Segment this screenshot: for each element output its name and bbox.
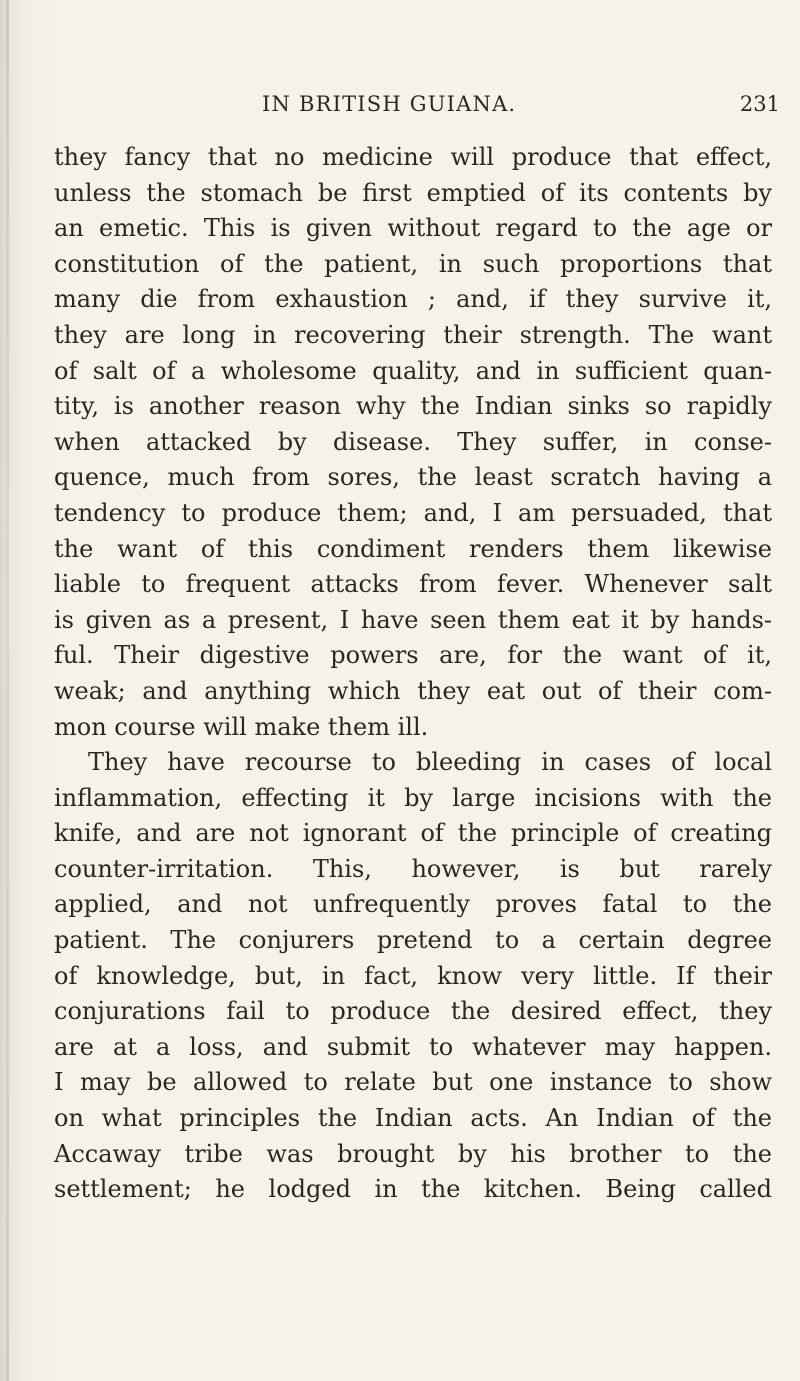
text-line: of knowledge, but, in fact, know very little. If their <box>54 961 772 990</box>
text-line: of salt of a wholesome quality, and in sufficient quan- <box>54 356 772 385</box>
text-line: constitution of the patient, in such proportions that <box>54 249 772 278</box>
text-line: the want of this condiment renders them likewise <box>54 534 772 563</box>
text-line: unless the stomach be first emptied of its contents by <box>54 178 772 207</box>
body-text <box>54 140 772 1208</box>
text-line: is given as a present, I have seen them eat it by hands- <box>54 605 772 634</box>
text-line: many die from exhaustion ; and, if they survive it, <box>54 285 772 314</box>
text-line: knife, and are not ignorant of the principle of creating <box>54 819 772 848</box>
text-line: settlement; he lodged in the kitchen. Being called <box>54 1175 772 1204</box>
text-line: on what principles the Indian acts. An Indian of the <box>54 1104 772 1133</box>
text-line: are at a loss, and submit to whatever may happen. <box>54 1032 772 1061</box>
text-line: I may be allowed to relate but one instance to show <box>54 1068 772 1097</box>
text-line: counter-irritation. This, however, is but rarely <box>54 854 772 883</box>
paragraph-start-line: They have recourse to bleeding in cases of local <box>88 748 772 777</box>
paragraph-end-line: mon course will make them ill. <box>54 712 429 741</box>
text-line: inflammation, effecting it by large incisions with the <box>54 783 772 812</box>
running-head <box>0 92 800 126</box>
text-line: they fancy that no medicine will produce that effect, <box>54 143 772 171</box>
text-line: when attacked by disease. They suffer, in conse- <box>54 427 772 456</box>
text-line: patient. The conjurers pretend to a certain degree <box>54 926 772 955</box>
text-line: they are long in recovering their strength. The want <box>54 320 772 349</box>
binding-gutter <box>6 0 9 1381</box>
text-line: Accaway tribe was brought by his brother to the <box>54 1139 772 1168</box>
text-line: an emetic. This is given without regard to the age or <box>54 214 772 243</box>
text-line: applied, and not unfrequently proves fatal to the <box>54 890 772 919</box>
text-line: conjurations fail to produce the desired effect, they <box>54 997 772 1026</box>
running-title: IN BRITISH GUIANA. <box>262 92 517 116</box>
text-line: quence, much from sores, the least scratch having a <box>54 463 772 492</box>
text-line: tity, is another reason why the Indian sinks so rapidly <box>54 392 772 421</box>
text-line: weak; and anything which they eat out of their com- <box>54 676 772 705</box>
page-number: 231 <box>739 92 780 116</box>
text-line: tendency to produce them; and, I am persuaded, that <box>54 498 772 527</box>
text-line: ful. Their digestive powers are, for the want of it, <box>54 641 772 670</box>
text-line: liable to frequent attacks from fever. Whenever salt <box>54 570 772 599</box>
